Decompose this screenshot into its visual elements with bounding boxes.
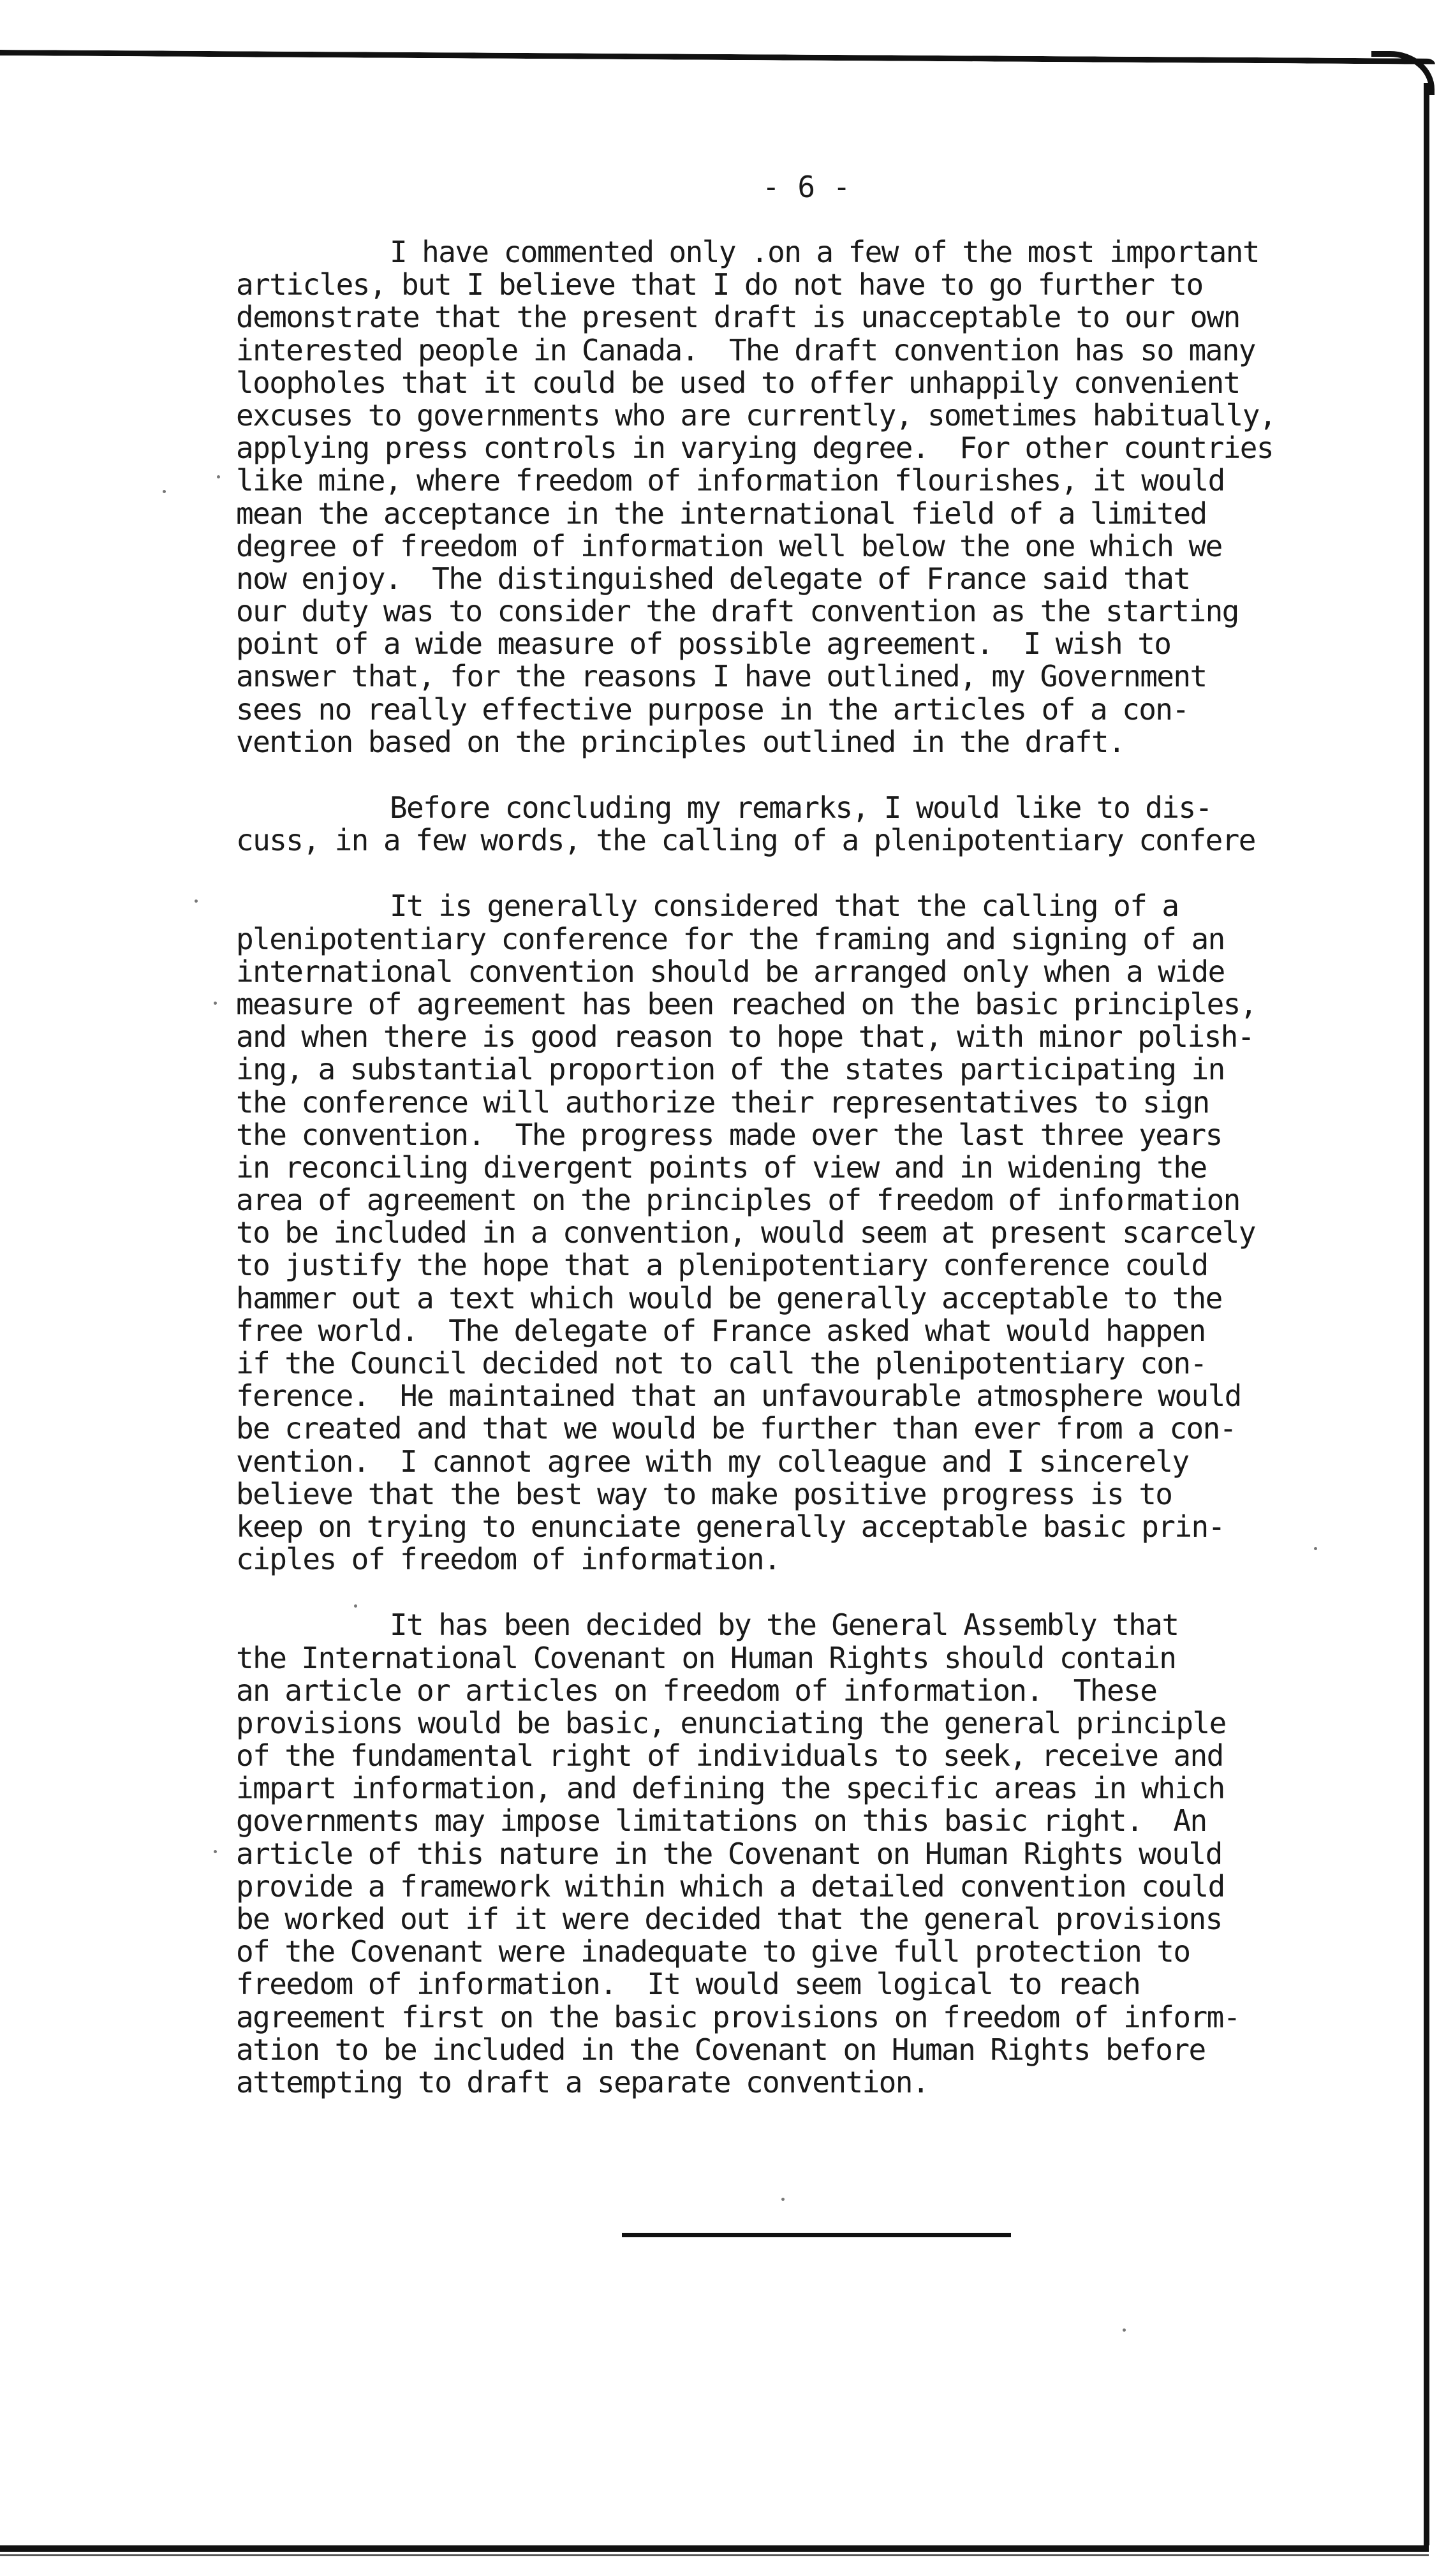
text-line: freedom of information. It would seem logical to reach — [236, 1967, 1140, 2002]
text-line: area of agreement on the principles of freedom of information — [236, 1183, 1240, 1218]
page-border-bottom-shadow — [0, 2554, 1429, 2556]
page-number: - 6 - — [762, 170, 851, 204]
text-line: international convention should be arranged only when a wide — [236, 954, 1225, 989]
text-line: the convention. The progress made over the last three years — [236, 1117, 1222, 1152]
text-line: of the Covenant were inadequate to give full protection to — [236, 1934, 1190, 1969]
text-line: in reconciling divergent points of view and in widening the — [236, 1150, 1207, 1185]
text-line: interested people in Canada. The draft convention has so many — [236, 332, 1255, 367]
end-of-text-rule — [622, 2233, 1011, 2237]
paragraph-4 — [236, 1609, 1435, 2099]
page-border-top — [0, 50, 1435, 64]
text-line: keep on trying to enunciate generally acceptable basic prin- — [236, 1509, 1225, 1544]
scan-speck — [1123, 2328, 1126, 2332]
text-line: It is generally considered that the calling of a — [236, 889, 1179, 924]
text-line: ciples of freedom of information. — [236, 1542, 781, 1577]
scan-speck — [354, 1604, 357, 1608]
text-line: if the Council decided not to call the plenipotentiary con- — [236, 1346, 1207, 1381]
scan-speck — [214, 1850, 217, 1853]
text-line: impart information, and defining the specific areas in which — [236, 1771, 1225, 1806]
text-line: governments may impose limitations on this basic right. An — [236, 1803, 1207, 1839]
text-line: the conference will authorize their representatives to sign — [236, 1084, 1209, 1120]
text-line: mean the acceptance in the international field of a limited — [236, 496, 1207, 531]
text-line: applying press controls in varying degree. For other countries — [236, 431, 1273, 466]
text-line: believe that the best way to make positive progress is to — [236, 1476, 1172, 1511]
text-line: and when there is good reason to hope that, with minor polish- — [236, 1019, 1254, 1055]
text-line: of the fundamental right of individuals to seek, receive and — [236, 1738, 1223, 1773]
text-line: be created and that we would be further than ever from a con- — [236, 1411, 1236, 1446]
text-line: measure of agreement has been reached on the basic principles, — [236, 986, 1257, 1021]
text-line: provide a framework within which a detailed convention could — [236, 1869, 1225, 1904]
text-line: attempting to draft a separate convention. — [236, 2064, 929, 2099]
text-line: Before concluding my remarks, I would like to dis- — [236, 790, 1212, 825]
text-line: our duty was to consider the draft convention as the starting — [236, 594, 1239, 629]
text-line: cuss, in a few words, the calling of a plenipotentiary confere — [236, 823, 1255, 858]
text-line: loopholes that it could be used to offer unhappily convenient — [236, 365, 1240, 400]
text-line: I have commented only .on a few of the most important — [236, 235, 1259, 269]
scan-speck — [781, 2198, 785, 2201]
paragraph-3 — [236, 890, 1435, 1576]
text-line: point of a wide measure of possible agreement. I wish to — [236, 626, 1171, 662]
text-line: articles, but I believe that I do not have to go further to — [236, 267, 1203, 302]
scan-speck — [195, 899, 198, 903]
text-line: vention. I cannot agree with my colleague and I sincerely — [236, 1444, 1189, 1479]
text-line: be worked out if it were decided that the general provisions — [236, 1902, 1222, 1936]
page-border-bottom — [0, 2545, 1429, 2552]
document-body — [236, 236, 1435, 2132]
text-line: hammer out a text which would be generally acceptable to the — [236, 1280, 1222, 1315]
text-line: like mine, where freedom of information flourishes, it would — [236, 463, 1225, 498]
scan-speck — [217, 475, 220, 478]
text-line: vention based on the principles outlined in the draft. — [236, 724, 1125, 759]
scan-speck — [214, 1002, 217, 1005]
text-line: ing, a substantial proportion of the states participating in — [236, 1052, 1225, 1087]
text-line: demonstrate that the present draft is unacceptable to our own — [236, 300, 1240, 335]
text-line: excuses to governments who are currently, sometimes habitually, — [236, 397, 1276, 433]
text-line: now enjoy. The distinguished delegate of France said that — [236, 561, 1190, 596]
text-line: sees no really effective purpose in the articles of a con- — [236, 692, 1189, 727]
text-line: to justify the hope that a plenipotentiary conference could — [236, 1248, 1208, 1283]
text-line: the International Covenant on Human Rights should contain — [236, 1640, 1176, 1675]
scan-speck — [1314, 1547, 1317, 1550]
text-line: answer that, for the reasons I have outlined, my Government — [236, 659, 1207, 694]
text-line: agreement first on the basic provisions on freedom of inform- — [236, 1999, 1240, 2034]
text-line: free world. The delegate of France asked what would happen — [236, 1313, 1206, 1348]
text-line: an article or articles on freedom of information. These — [236, 1673, 1157, 1708]
text-line: ference. He maintained that an unfavourable atmosphere would — [236, 1379, 1241, 1414]
paragraph-1 — [236, 236, 1435, 759]
paragraph-2 — [236, 792, 1435, 857]
text-line: plenipotentiary conference for the framing and signing of an — [236, 921, 1225, 956]
text-line: It has been decided by the General Assembly that — [236, 1608, 1179, 1643]
text-line: provisions would be basic, enunciating the general principle — [236, 1705, 1226, 1740]
text-line: article of this nature in the Covenant on Human Rights would — [236, 1836, 1222, 1871]
text-line: ation to be included in the Covenant on Human Rights before — [236, 2032, 1206, 2067]
text-line: to be included in a convention, would seem at present scarcely — [236, 1215, 1255, 1250]
text-line: degree of freedom of information well below the one which we — [236, 528, 1222, 563]
scan-speck — [163, 490, 166, 493]
